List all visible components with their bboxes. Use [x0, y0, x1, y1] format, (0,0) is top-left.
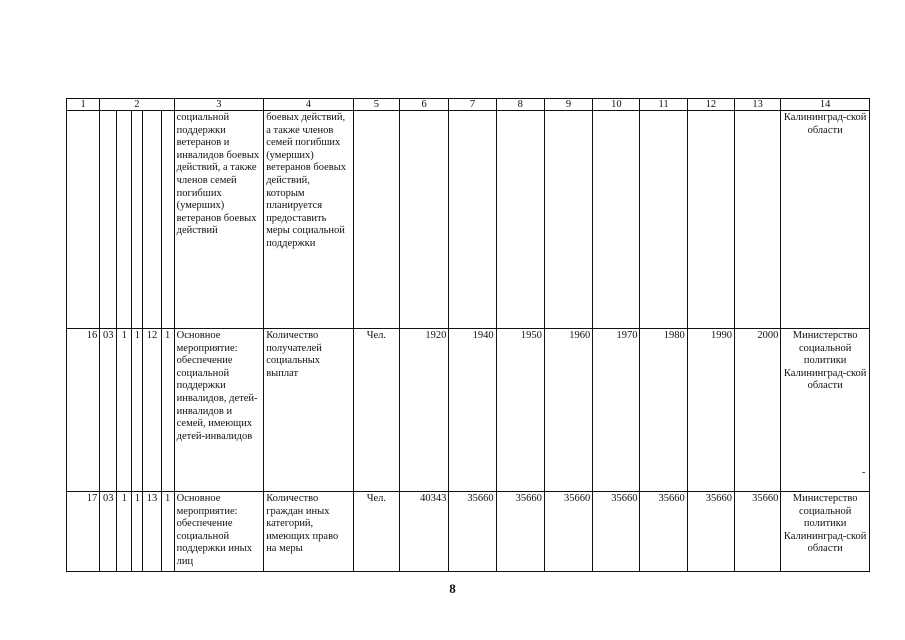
responsible-cell: Министерство социальной политики Калининград-ской области [781, 492, 870, 572]
header-col-7: 7 [449, 99, 496, 111]
value-cell: 35660 [449, 492, 496, 572]
header-col-1: 1 [67, 99, 100, 111]
responsible-cell: Министерство социальной политики Калининград-ской области [781, 329, 870, 492]
row-number: 17 [67, 492, 100, 572]
code-part-4: 12 [143, 329, 161, 492]
header-col-13: 13 [735, 99, 781, 111]
activity-cell: Основное мероприятие: обеспечение социальной поддержки иных лиц [174, 492, 264, 572]
header-row [67, 99, 870, 111]
table-row-continuation [67, 111, 870, 329]
unit-cell: Чел. [353, 329, 399, 492]
activity-cell: Основное мероприятие: обеспечение социальной поддержки инвалидов, детей-инвалидов и семей, имеющих детей-инвалидов [174, 329, 264, 492]
header-col-11: 11 [640, 99, 687, 111]
value-cell: 1970 [593, 329, 640, 492]
table-row-16 [67, 329, 870, 492]
indicator-cell: Количество граждан иных категорий, имеющих право на меры [264, 492, 354, 572]
header-col-5: 5 [353, 99, 399, 111]
header-col-6: 6 [400, 99, 449, 111]
value-cell: 2000 [735, 329, 781, 492]
header-col-9: 9 [544, 99, 592, 111]
header-col-4: 4 [264, 99, 354, 111]
value-cell: 1950 [496, 329, 544, 492]
continuation-responsible: Калининград-ской области [781, 111, 870, 329]
row-number: 16 [67, 329, 100, 492]
code-part-5: 1 [161, 329, 174, 492]
code-part-1: 03 [100, 329, 117, 492]
value-cell: 35660 [496, 492, 544, 572]
code-part-4: 13 [143, 492, 161, 572]
value-cell: 1940 [449, 329, 496, 492]
code-part-3: 1 [132, 492, 143, 572]
header-col-14: 14 [781, 99, 870, 111]
code-part-2: 1 [117, 329, 132, 492]
value-cell: 35660 [593, 492, 640, 572]
code-part-3: 1 [132, 329, 143, 492]
value-cell: 35660 [544, 492, 592, 572]
value-cell: 35660 [687, 492, 734, 572]
unit-cell: Чел. [353, 492, 399, 572]
value-cell: 1920 [400, 329, 449, 492]
value-cell: 35660 [735, 492, 781, 572]
value-cell: 1960 [544, 329, 592, 492]
header-col-2: 2 [100, 99, 174, 111]
header-col-12: 12 [687, 99, 734, 111]
page-number: 8 [449, 581, 456, 596]
data-table [66, 98, 870, 572]
header-col-8: 8 [496, 99, 544, 111]
indicator-cell: Количество получателей социальных выплат [264, 329, 354, 492]
code-part-5: 1 [161, 492, 174, 572]
header-col-10: 10 [593, 99, 640, 111]
code-part-1: 03 [100, 492, 117, 572]
code-part-2: 1 [117, 492, 132, 572]
value-cell: 40343 [400, 492, 449, 572]
continuation-indicator: боевых действий, а также членов семей погибших (умерших) ветеранов боевых действий, которым планируется предоставить меры социальной поддержки [264, 111, 354, 329]
scan-mark: - [862, 467, 866, 478]
value-cell: 1990 [687, 329, 734, 492]
value-cell: 1980 [640, 329, 687, 492]
value-cell: 35660 [640, 492, 687, 572]
continuation-activity: социальной поддержки ветеранов и инвалидов боевых действий, а также членов семей погибших (умерших) ветеранов боевых действий [174, 111, 264, 329]
header-col-3: 3 [174, 99, 264, 111]
table-row-17 [67, 492, 870, 572]
